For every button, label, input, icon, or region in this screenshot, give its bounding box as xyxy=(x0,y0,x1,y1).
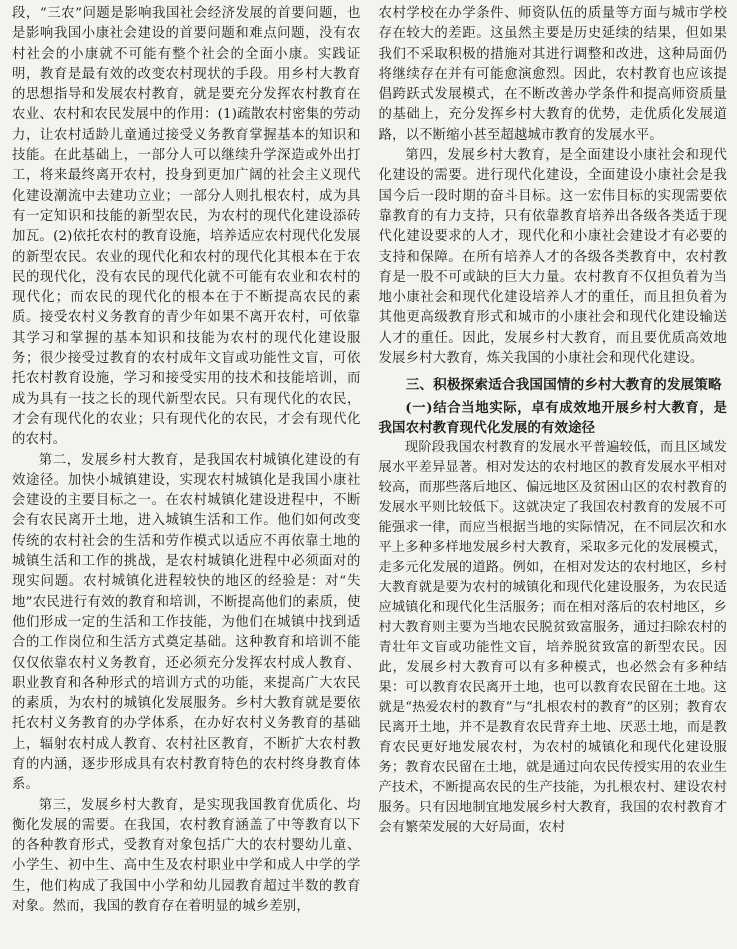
left-paragraph-3: 第三，发展乡村大教育，是实现我国教育优质化、均衡化发展的需要。在我国，农村教育涵盖了中等教育以下的各种教育形式，受教育对象包括广大的农村婴幼儿童、小学生、初中生、高中生及农村职业中学和成人中学的学生，他们构成了我国中小学和幼儿园教育超过半数的教育对象。然而，我国的教育存在着明显的城乡差别， xyxy=(12,797,361,915)
right-paragraph-3: 现阶段我国农村教育的发展水平普遍较低，而且区域发展水平差异显著。相对发达的农村地区的教育发展水平相对较高，而那些落后地区、偏远地区及贫困山区的农村教育的发展水平则比较低下。这就决定了我国农村教育的发展不可能强求一律，而应当根据当地的实际情况，在不同层次和水平上多种多样地发展乡村大教育，采取多元化的发展模式，走多元化发展的道路。例如，在相对发达的农村地区，乡村大教育就是要为农村的城镇化和现代化建设服务，为农民适应城镇化和现代化生活服务；而在相对落后的农村地区，乡村大教育则主要为当地农民脱贫致富服务，通过扫除农村的青壮年文盲或功能性文盲，培养脱贫致富的新型农民。因此，发展乡村大教育可以有多种模式，也必然会有多种结果：可以教育农民离开土地，也可以教育农民留在土地。这就是“热爱农村的教育”与“扎根农村的教育”的区别；教育农民离开土地，并不是教育农民背弃土地、厌恶土地，而是教育农民更好地发展农村，为农村的城镇化和现代化建设服务；教育农民留在土地，就是通过向农民传授实用的农业生产技术，不断提高农民的生产技能，为扎根农村、建设农村服务。只有因地制宜地发展乡村大教育，我国的农村教育才会有繁荣发展的大好局面，农村 xyxy=(378,440,727,836)
left-column xyxy=(12,4,361,949)
right-column xyxy=(379,4,728,949)
subsection-heading: (一)结合当地实际，卓有成效地开展乡村大教育，是我国农村教育现代化发展的有效途径 xyxy=(378,399,727,436)
right-paragraph-1: 农村学校在办学条件、师资队伍的质量等方面与城市学校存在较大的差距。这虽然主要是历史延续的结果，但如果我们不采取积极的措施对其进行调整和改进，这种局面仍将继续存在并有可能愈演愈烈。因此，农村教育也应该提倡跨跃式发展模式，在不断改善办学条件和提高师资质量的基础上，充分发挥乡村大教育的优势，走优质化发展道路，以不断缩小甚至超越城市教育的发展水平。 xyxy=(378,6,727,143)
section-heading: 三、积极探索适合我国国情的乡村大教育的发展策略 xyxy=(405,377,722,394)
right-paragraph-2: 第四，发展乡村大教育，是全面建设小康社会和现代化建设的需要。进行现代化建设，全面建设小康社会是我国今后一段时期的奋斗目标。这一宏伟目标的实现需要依靠教育的有力支持，只有依靠教育培养出各级各类适于现代化建设要求的人才，现代化和小康社会建设才有必要的支持和保障。在所有培养人才的各级各类教育中，农村教育是一股不可或缺的巨大力量。农村教育不仅担负着为当地小康社会和现代化建设培养人才的重任，而且担负着为其他更高级教育形式和城市的小康社会和现代化建设输送人才的重任。因此，发展乡村大教育，而且要优质高效地发展乡村大教育，炼关我国的小康社会和现代化建设。 xyxy=(378,148,727,367)
left-paragraph-1: 段，“三农”问题是影响我国社会经济发展的首要问题，也是影响我国小康社会建设的首要问题和难点问题，没有农村社会的小康就不可能有整个社会的全面小康。实践证明，教育是最有效的改变农村现状的手段。用乡村大教育的思想指导和发展农村教育，就是要充分发挥农村教育在农业、农村和农民发展中的作用：(1)疏散农村密集的劳动力，让农村适龄儿童通过接受义务教育掌握基本的知识和技能。在此基础上，一部分人可以继续升学深造或外出打工，将来最终离开农村，投身到更加广阔的社会主义现代化建设潮流中去建功立业；一部分人则扎根农村，成为具有一定知识和技能的新型农民，为农村的现代化建设添砖加瓦。(2)依托农村的教育设施，培养适应农村现代化发展的新型农民。农业的现代化和农村的现代化其根本在于农民的现代化，没有农民的现代化就不可能有农业和农村的现代化；而农民的现代化的根本在于不断提高农民的素质。接受农村义务教育的青少年如果不离开农村，可依靠其学习和掌握的基本知识和技能为农村的现代化建设服务；很少接受过教育的农村成年文盲或功能性文盲，可依托农村教育设施，学习和接受实用的技术和技能培训，而成为具有一技之长的现代新型农民。只有现代化的农民，才会有现代化的农业；只有现代化的农民，才会有现代化的农村。 xyxy=(12,6,361,448)
left-paragraph-2: 第二，发展乡村大教育，是我国农村城镇化建设的有效途径。加快小城镇建设，实现农村城镇化是我国小康社会建设的主要目标之一。在农村城镇化建设进程中，不断会有农民离开土地，进入城镇生活和工作。他们如何改变传统的农村社会的生活和劳作模式以适应不再依靠土地的城镇生活和工作的挑战，是农村城镇化进程中必须面对的现实问题。农村城镇化进程较快的地区的经验是：对“失地”农民进行有效的教育和培训，不断提高他们的素质，使他们形成一定的生活和工作技能，为他们在城镇中找到适合的工作岗位和生活方式奠定基础。这种教育和培训不能仅仅依靠农村义务教育，还必须充分发挥农村成人教育、职业教育和各种形式的培训方式的功能，来提高广大农民的素质，为农村的城镇化发展服务。乡村大教育就是要依托农村义务教育的办学体系，在办好农村义务教育的基础上，辐射农村成人教育、农村社区教育，不断扩大农村教育的内涵，逐步形成具有农村教育特色的农村终身教育体系。 xyxy=(12,452,361,793)
